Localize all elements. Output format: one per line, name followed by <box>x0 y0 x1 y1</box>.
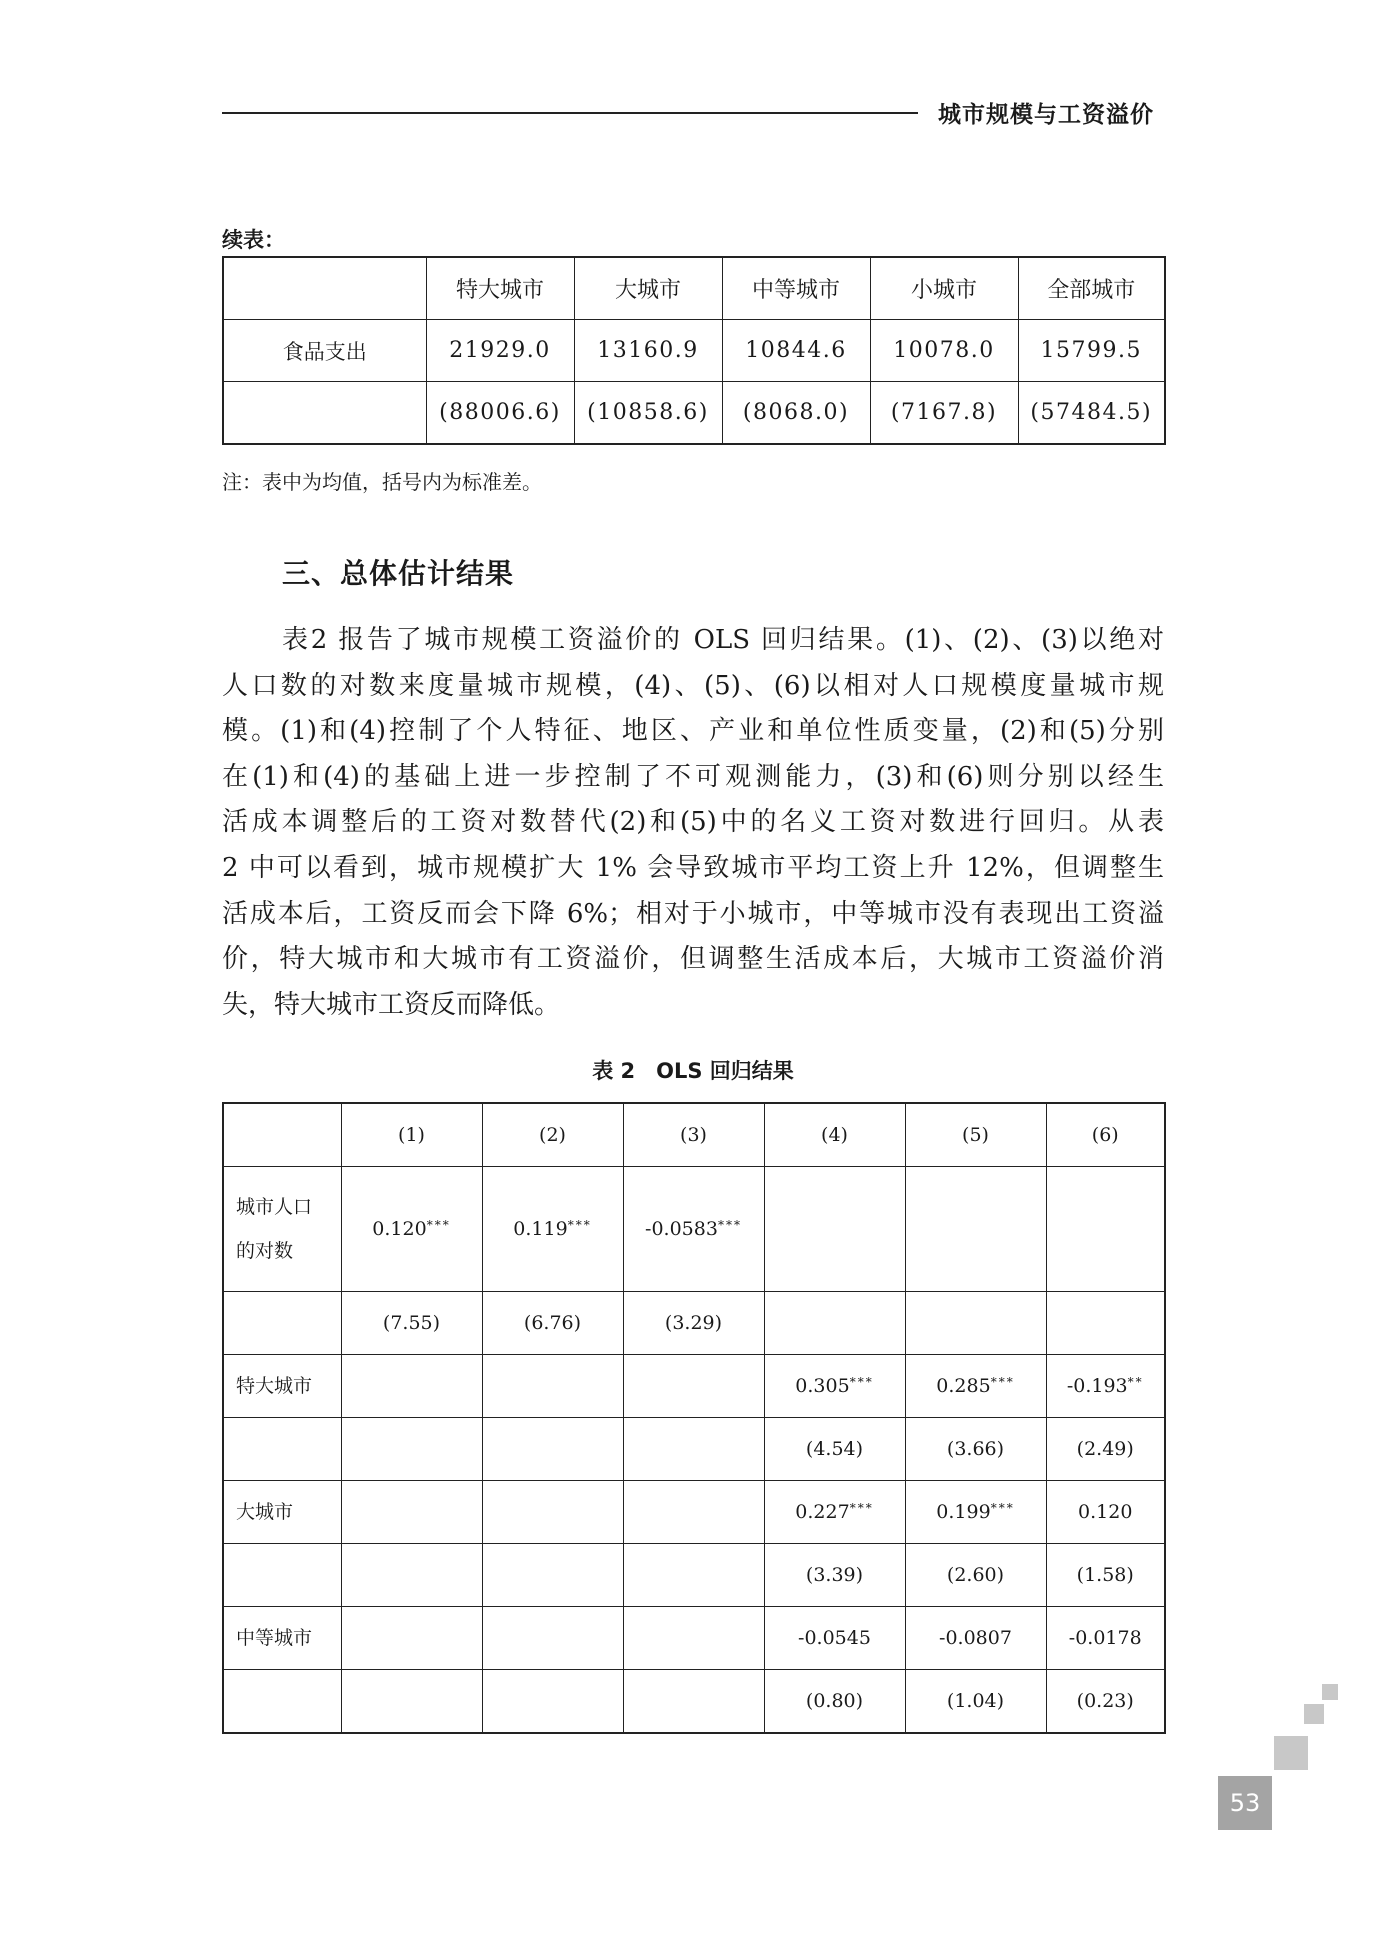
table2-row-label <box>223 1167 341 1292</box>
coefficient-value: (3.29) <box>664 1312 723 1334</box>
table2-cell <box>764 1670 905 1734</box>
paragraph-line: 2 中可以看到，城市规模扩大 1% 会导致城市平均工资上升 12%，但调整生 <box>222 852 1164 883</box>
table2-cell <box>623 1355 764 1418</box>
coefficient-value: -0.0807 <box>939 1627 1012 1649</box>
table2-row-label: 特大城市 <box>223 1355 341 1418</box>
table1-row <box>223 382 1165 445</box>
table2-header-cell: (2) <box>482 1103 623 1167</box>
coefficient-value: 0.120 <box>1078 1501 1133 1523</box>
table1-cell: (57484.5) <box>1018 382 1165 445</box>
coefficient-value: (3.39) <box>805 1564 864 1586</box>
table2-cell <box>482 1481 623 1544</box>
table2-row <box>223 1292 1165 1355</box>
paragraph-line: 在(1)和(4)的基础上进一步控制了不可观测能力，(3)和(6)则分别以经生 <box>222 761 1164 792</box>
table1-header-cell: 特大城市 <box>426 257 574 320</box>
significance-stars: ** <box>1127 1375 1144 1389</box>
table-note: 注：表中为均值，括号内为标准差。 <box>222 470 542 494</box>
coefficient-value: (7.55) <box>382 1312 441 1334</box>
paragraph-line: 活成本后，工资反而会下降 6%；相对于小城市，中等城市没有表现出工资溢 <box>222 898 1164 929</box>
table2-cell <box>905 1481 1046 1544</box>
significance-stars: *** <box>717 1218 742 1232</box>
table1-cell: 15799.5 <box>1018 320 1165 382</box>
table2-row <box>223 1607 1165 1670</box>
table2-cell <box>764 1418 905 1481</box>
decor-square <box>1274 1736 1308 1770</box>
paragraph-line: 活成本调整后的工资对数替代(2)和(5)中的名义工资对数进行回归。从表 <box>222 807 1164 838</box>
table2-cell <box>482 1670 623 1734</box>
table2-cell <box>482 1544 623 1607</box>
ols-regression-table <box>222 1102 1166 1734</box>
decor-square <box>1322 1684 1338 1700</box>
table2-header-cell: (6) <box>1046 1103 1165 1167</box>
coefficient-value: (0.23) <box>1076 1690 1134 1712</box>
table2-cell <box>1046 1292 1165 1355</box>
table2-header-cell: (4) <box>764 1103 905 1167</box>
table2-row <box>223 1481 1165 1544</box>
table2-cell <box>623 1670 764 1734</box>
table2-cell <box>764 1355 905 1418</box>
table2-cell <box>623 1544 764 1607</box>
table2-cell <box>764 1292 905 1355</box>
paragraph-line: 失，特大城市工资反而降低。 <box>222 989 561 1020</box>
table2-cell <box>1046 1167 1165 1292</box>
table2-row <box>223 1355 1165 1418</box>
significance-stars: *** <box>849 1375 874 1389</box>
coefficient-value: 0.285 <box>936 1375 991 1397</box>
coefficient-value: -0.193 <box>1066 1375 1128 1397</box>
paragraph-line: 价，特大城市和大城市有工资溢价，但调整生活成本后，大城市工资溢价消 <box>222 944 1164 975</box>
table2-row <box>223 1418 1165 1481</box>
table2-cell <box>764 1607 905 1670</box>
table2-cell <box>482 1292 623 1355</box>
table1-header-cell: 全部城市 <box>1018 257 1165 320</box>
table2-row <box>223 1544 1165 1607</box>
table2-cell <box>1046 1418 1165 1481</box>
table2-row <box>223 1167 1165 1292</box>
table2-cell <box>623 1481 764 1544</box>
table2-cell <box>1046 1607 1165 1670</box>
table2-cell <box>341 1670 482 1734</box>
coefficient-value: (3.66) <box>946 1438 1005 1460</box>
coefficient-value: -0.0178 <box>1068 1627 1142 1649</box>
table2-cell <box>905 1167 1046 1292</box>
table2-row-label: 中等城市 <box>223 1607 341 1670</box>
paragraph-line: 人口数的对数来度量城市规模，(4)、(5)、(6)以相对人口规模度量城市规 <box>222 670 1164 701</box>
coefficient-value: (4.54) <box>805 1438 864 1460</box>
paragraph-line: 表2 报告了城市规模工资溢价的 OLS 回归结果。(1)、(2)、(3)以绝对 <box>282 625 1164 655</box>
table2-cell <box>341 1544 482 1607</box>
table2-cell <box>764 1544 905 1607</box>
table2-cell <box>1046 1670 1165 1734</box>
table2-cell <box>623 1418 764 1481</box>
coefficient-value: (0.80) <box>805 1690 864 1712</box>
table2-cell <box>482 1355 623 1418</box>
table1-cell: (88006.6) <box>426 382 574 445</box>
table2-cell <box>341 1355 482 1418</box>
body-paragraph <box>222 618 1164 1028</box>
paragraph-line: 模。(1)和(4)控制了个人特征、地区、产业和单位性质变量，(2)和(5)分别 <box>222 716 1164 747</box>
table2-row-label <box>223 1292 341 1355</box>
table2-cell <box>341 1418 482 1481</box>
table1-header-cell: 小城市 <box>870 257 1018 320</box>
table2-cell <box>341 1167 482 1292</box>
significance-stars: *** <box>426 1218 451 1232</box>
table2-cell <box>905 1607 1046 1670</box>
table2-row-label <box>223 1544 341 1607</box>
table2-header-cell: (1) <box>341 1103 482 1167</box>
coefficient-value: (2.60) <box>946 1564 1005 1586</box>
table2-cell <box>764 1167 905 1292</box>
table2-row-label-line: 城市人口 <box>236 1196 313 1218</box>
table2-cell <box>1046 1481 1165 1544</box>
table2-row-label <box>223 1418 341 1481</box>
significance-stars: *** <box>567 1218 592 1232</box>
table2-row <box>223 1670 1165 1734</box>
table2-cell <box>341 1607 482 1670</box>
table1-header-cell <box>223 257 426 320</box>
table2-row-label <box>223 1670 341 1734</box>
table2-row-label: 大城市 <box>223 1481 341 1544</box>
page-number: 53 <box>1218 1776 1272 1830</box>
table2-cell <box>905 1355 1046 1418</box>
section-heading: 三、总体估计结果 <box>282 557 515 590</box>
coefficient-value: 0.227 <box>795 1501 850 1523</box>
significance-stars: *** <box>990 1375 1015 1389</box>
coefficient-value: 0.305 <box>795 1375 850 1397</box>
table2-cell <box>482 1607 623 1670</box>
table2-cell <box>764 1481 905 1544</box>
table2-cell <box>482 1167 623 1292</box>
table1-cell: 21929.0 <box>426 320 574 382</box>
coefficient-value: 0.119 <box>513 1218 568 1240</box>
table1-cell: (10858.6) <box>574 382 722 445</box>
coefficient-value: -0.0545 <box>798 1627 871 1649</box>
table2-cell <box>905 1670 1046 1734</box>
table2-cell <box>905 1544 1046 1607</box>
table1-row-label <box>223 382 426 445</box>
table2-header-cell: (5) <box>905 1103 1046 1167</box>
significance-stars: *** <box>990 1501 1015 1515</box>
table2-cell <box>905 1292 1046 1355</box>
table1-row-label: 食品支出 <box>223 320 426 382</box>
table1-cell: 10078.0 <box>870 320 1018 382</box>
table2-cell <box>905 1418 1046 1481</box>
coefficient-value: 0.199 <box>936 1501 991 1523</box>
running-title: 城市规模与工资溢价 <box>938 102 1154 128</box>
table1-cell: 10844.6 <box>722 320 870 382</box>
table1-header-row <box>223 257 1165 320</box>
table1-cell: (7167.8) <box>870 382 1018 445</box>
table2-header-cell <box>223 1103 341 1167</box>
table2-header-row <box>223 1103 1165 1167</box>
table2-cell <box>623 1292 764 1355</box>
coefficient-value: -0.0583 <box>645 1218 718 1240</box>
coefficient-value: (1.04) <box>946 1690 1005 1712</box>
table2-cell <box>482 1418 623 1481</box>
table1-cell: 13160.9 <box>574 320 722 382</box>
table-continued-label: 续表： <box>222 228 285 252</box>
table1-header-cell: 大城市 <box>574 257 722 320</box>
coefficient-value: 0.120 <box>372 1218 427 1240</box>
header-rule <box>222 112 918 114</box>
table1-cell: (8068.0) <box>722 382 870 445</box>
table2-header-cell: (3) <box>623 1103 764 1167</box>
coefficient-value: (6.76) <box>523 1312 582 1334</box>
decor-square <box>1304 1704 1324 1724</box>
significance-stars: *** <box>849 1501 874 1515</box>
table2-cell <box>1046 1355 1165 1418</box>
table2-cell <box>341 1481 482 1544</box>
table1-header-cell: 中等城市 <box>722 257 870 320</box>
table2-cell <box>1046 1544 1165 1607</box>
table2-row-label-line: 的对数 <box>236 1240 294 1262</box>
table2-cell <box>341 1292 482 1355</box>
table2-caption: 表 2 OLS 回归结果 <box>592 1059 794 1083</box>
table1-row <box>223 320 1165 382</box>
coefficient-value: (2.49) <box>1076 1438 1134 1460</box>
table2-cell <box>623 1167 764 1292</box>
table2-body <box>223 1103 1165 1733</box>
table2-cell <box>623 1607 764 1670</box>
summary-table-continued <box>222 256 1166 445</box>
coefficient-value: (1.58) <box>1076 1564 1134 1586</box>
